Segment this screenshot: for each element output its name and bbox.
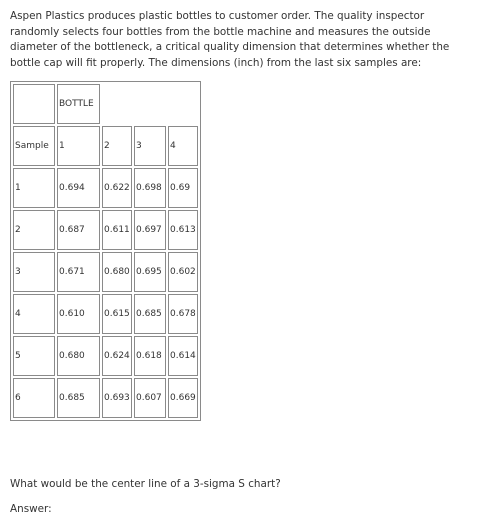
sample-number: 3: [13, 252, 55, 292]
question-text: What would be the center line of a 3-sigma S chart?: [10, 478, 281, 490]
sample-number: 1: [13, 168, 55, 208]
table-cell: 0.687: [57, 210, 100, 250]
bottle-column-header-4: 4: [168, 126, 198, 166]
table-cell: 0.694: [57, 168, 100, 208]
bottle-group-header: BOTTLE: [57, 84, 100, 124]
table-cell: 0.615: [102, 294, 132, 334]
table-cell: 0.624: [102, 336, 132, 376]
table-cell: 0.69: [168, 168, 198, 208]
problem-intro: Aspen Plastics produces plastic bottles to customer order. The quality inspector randomly selects four bottles from the bottle machine and measures the outside diameter of the bottleneck, a critical quality dimension that determines whether the bottle cap will fit properly. The dimensions (inch) from the last six samples are:: [10, 10, 450, 69]
table-row: [13, 336, 198, 376]
table-cell: 0.698: [134, 168, 166, 208]
table-cell: 0.618: [134, 336, 166, 376]
sample-number: 5: [13, 336, 55, 376]
sample-number: 4: [13, 294, 55, 334]
table-cell: 0.680: [57, 336, 100, 376]
table-group-header-row: [13, 84, 198, 124]
table-cell: 0.610: [57, 294, 100, 334]
table-cell: 0.685: [134, 294, 166, 334]
table-cell: 0.685: [57, 378, 100, 418]
table-cell: 0.678: [168, 294, 198, 334]
table-row: [13, 252, 198, 292]
table-cell: 0.614: [168, 336, 198, 376]
table-cell: 0.693: [102, 378, 132, 418]
table-cell: 0.697: [134, 210, 166, 250]
table-cell: 0.611: [102, 210, 132, 250]
table-cell: 0.607: [134, 378, 166, 418]
sample-number: 6: [13, 378, 55, 418]
bottle-dimensions-table: [10, 81, 201, 421]
table-cell: 0.622: [102, 168, 132, 208]
bottle-column-header-1: 1: [57, 126, 100, 166]
table-row: [13, 210, 198, 250]
sample-column-header: Sample: [13, 126, 55, 166]
table-corner-cell: [13, 84, 55, 124]
sample-number: 2: [13, 210, 55, 250]
table-column-header-row: [13, 126, 198, 166]
answer-label: Answer:: [10, 503, 52, 515]
table-cell: 0.680: [102, 252, 132, 292]
bottle-column-header-2: 2: [102, 126, 132, 166]
table-cell: 0.695: [134, 252, 166, 292]
table-cell: 0.671: [57, 252, 100, 292]
table-cell: 0.613: [168, 210, 198, 250]
table-cell: 0.669: [168, 378, 198, 418]
table-row: [13, 378, 198, 418]
table-cell: 0.602: [168, 252, 198, 292]
table-row: [13, 294, 198, 334]
table-row: [13, 168, 198, 208]
bottle-column-header-3: 3: [134, 126, 166, 166]
